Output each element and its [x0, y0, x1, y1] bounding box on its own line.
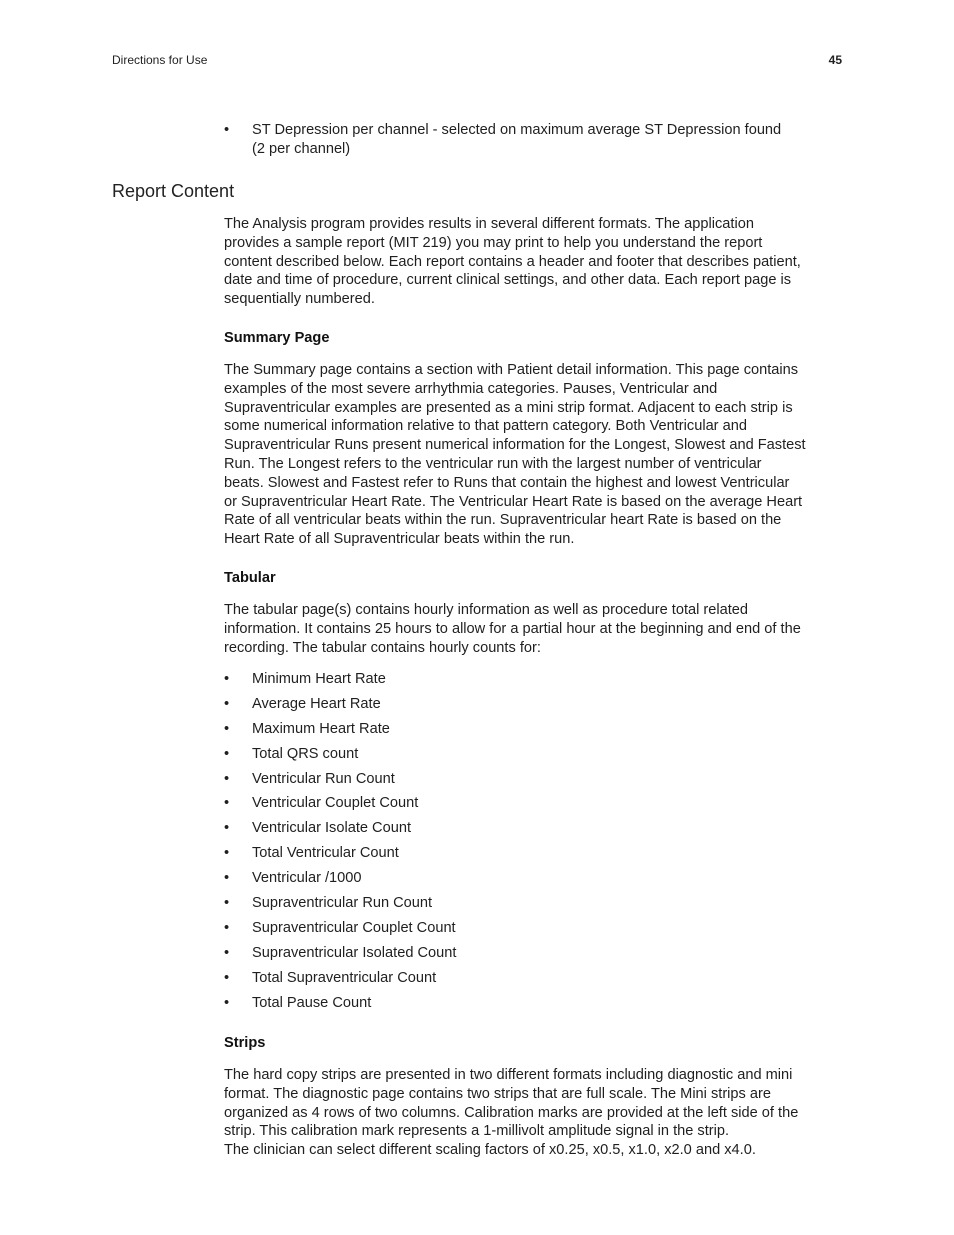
text-line: format. The diagnostic page contains two strips that are full scale. The Mini strips are	[224, 1085, 771, 1102]
intro-paragraph	[224, 215, 844, 309]
text-line: The tabular page(s) contains hourly information as well as procedure total related	[224, 602, 749, 618]
page-number: 45	[828, 53, 842, 67]
text-line: The hard copy strips are presented in two different formats including diagnostic and mini	[224, 1067, 793, 1083]
text-line: content described below. Each report contains a header and footer that describes patient,	[224, 253, 801, 270]
list-item: • Average Heart Rate	[224, 695, 844, 720]
text-line: Run. The Longest refers to the ventricular run with the largest number of ventricular	[224, 455, 762, 472]
list-item: • Ventricular Isolate Count	[224, 819, 844, 844]
text-line: information. It contains 25 hours to allow for a partial hour at the beginning and end of the	[224, 620, 801, 637]
list-item: • Maximum Heart Rate	[224, 720, 844, 745]
text-line: strip. This calibration mark represents a 1-millivolt amplitude signal in the strip.	[224, 1123, 730, 1140]
text-line: recording. The tabular contains hourly counts for:	[224, 639, 541, 656]
text-line: date and time of procedure, current clinical settings, and other data. Each report page is	[224, 272, 792, 289]
list-item: • Supraventricular Run Count	[224, 894, 844, 919]
top-bullet-list	[224, 121, 844, 159]
list-item: • Ventricular /1000	[224, 869, 844, 894]
list-item: • Supraventricular Isolated Count	[224, 944, 844, 969]
text-line: organized as 4 rows of two columns. Calibration marks are provided at the left side of the	[224, 1104, 799, 1121]
text-line: The clinician can select different scaling factors of x0.25, x0.5, x1.0, x2.0 and x4.0.	[224, 1142, 756, 1159]
list-item: • Ventricular Couplet Count	[224, 794, 844, 819]
text-line: beats. Slowest and Fastest refer to Runs that contain the highest and lowest Ventricular	[224, 474, 790, 491]
text-line: sequentially numbered.	[224, 291, 375, 308]
list-item: • Total Pause Count	[224, 994, 844, 1019]
subheading-summary-page: Summary Page	[224, 330, 330, 346]
subheading-tabular: Tabular	[224, 570, 276, 586]
text-line: Rate of all ventricular beats within the run. Supraventricular heart Rate is based on the	[224, 512, 782, 529]
running-header-title: Directions for Use	[112, 53, 208, 67]
text-line: Supraventricular examples are presented as a mini strip format. Adjacent to each strip is	[224, 399, 793, 416]
text-line: The Summary page contains a section with Patient detail information. This page contains	[224, 362, 799, 378]
text-line: examples of the most severe arrhythmia categories. Pauses, Ventricular and	[224, 380, 718, 397]
tabular-bullet-list	[224, 670, 844, 1018]
text-line: some numerical information relative to that pattern category. Both Ventricular and	[224, 418, 747, 435]
strips-paragraph	[224, 1066, 844, 1160]
text-line: or Supraventricular Heart Rate. The Ventricular Heart Rate is based on the average Heart	[224, 493, 803, 510]
tabular-paragraph	[224, 601, 844, 657]
text-line: Supraventricular Runs present numerical information for the Longest, Slowest and Fastest	[224, 437, 806, 454]
summary-paragraph	[224, 361, 844, 549]
top-bullet-line-2: (2 per channel)	[252, 140, 351, 157]
list-item: • Supraventricular Couplet Count	[224, 919, 844, 944]
list-item: • Minimum Heart Rate	[224, 670, 844, 695]
text-line: The Analysis program provides results in several different formats. The application	[224, 216, 754, 232]
list-item: • Total Supraventricular Count	[224, 969, 844, 994]
list-item	[224, 121, 844, 159]
subheading-strips: Strips	[224, 1035, 266, 1051]
text-line: Heart Rate of all Supraventricular beats within the run.	[224, 531, 575, 548]
text-line: provides a sample report (MIT 219) you may print to help you understand the report	[224, 234, 763, 251]
top-bullet-line-1: • ST Depression per channel - selected on maximum average ST Depression found	[252, 122, 782, 138]
list-item: • Total QRS count	[224, 745, 844, 770]
list-item: • Ventricular Run Count	[224, 770, 844, 795]
list-item: • Total Ventricular Count	[224, 844, 844, 869]
section-heading-report-content: Report Content	[112, 181, 235, 201]
